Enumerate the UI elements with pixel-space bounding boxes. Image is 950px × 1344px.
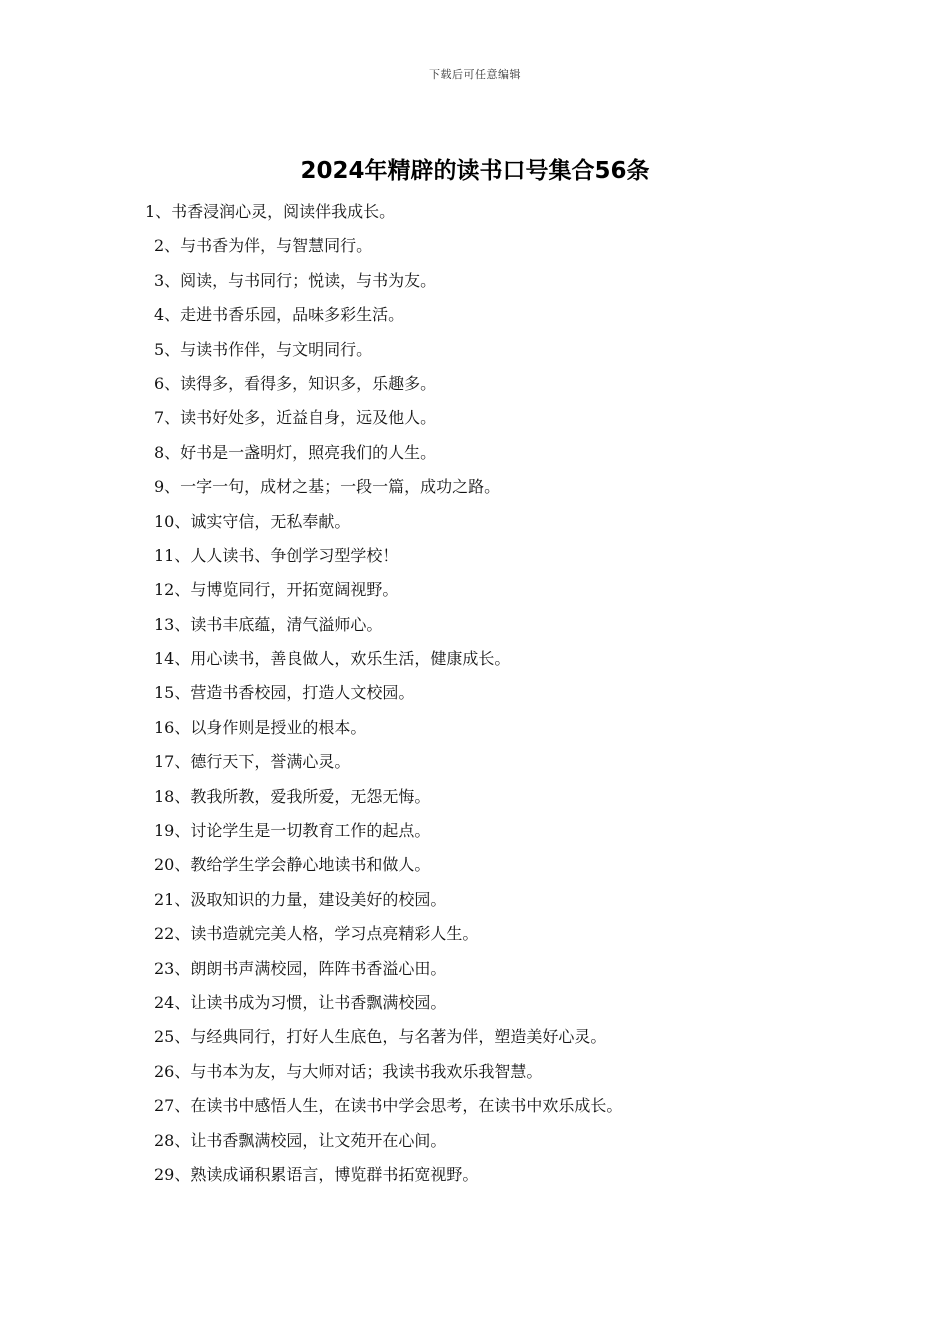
slogan-item: 24、让读书成为习惯，让书香飘满校园。 <box>154 992 447 1012</box>
slogan-item: 27、在读书中感悟人生，在读书中学会思考，在读书中欢乐成长。 <box>154 1096 623 1116</box>
slogan-item: 11、人人读书、争创学习型学校！ <box>154 545 399 565</box>
slogan-item: 13、读书丰底蕴，清气溢师心。 <box>154 614 383 634</box>
slogan-item: 10、诚实守信，无私奉献。 <box>154 511 351 531</box>
slogan-item: 9、一字一句，成材之基；一段一篇，成功之路。 <box>154 477 501 497</box>
slogan-item: 14、用心读书，善良做人，欢乐生活，健康成长。 <box>154 649 511 669</box>
slogan-item: 19、讨论学生是一切教育工作的起点。 <box>154 821 431 841</box>
slogan-item: 8、好书是一盏明灯，照亮我们的人生。 <box>154 442 437 462</box>
slogan-item: 29、熟读成诵积累语言，博览群书拓宽视野。 <box>154 1164 479 1184</box>
slogan-item: 25、与经典同行，打好人生底色，与名著为伴，塑造美好心灵。 <box>154 1027 607 1047</box>
slogan-item: 28、让书香飘满校园，让文苑开在心间。 <box>154 1130 447 1150</box>
slogan-item: 21、汲取知识的力量，建设美好的校园。 <box>154 889 447 909</box>
slogan-item: 16、以身作则是授业的根本。 <box>154 717 367 737</box>
slogan-item: 15、营造书香校园，打造人文校园。 <box>154 683 415 703</box>
slogan-item: 22、读书造就完美人格，学习点亮精彩人生。 <box>154 924 479 944</box>
slogan-item: 4、走进书香乐园，品味多彩生活。 <box>154 305 405 325</box>
header-note: 下载后可任意编辑 <box>429 68 521 81</box>
slogan-item: 2、与书香为伴，与智慧同行。 <box>154 236 373 256</box>
slogan-item: 6、读得多，看得多，知识多，乐趣多。 <box>154 373 437 393</box>
slogan-item: 3、阅读，与书同行；悦读，与书为友。 <box>154 270 437 290</box>
slogan-list <box>0 198 950 1195</box>
slogan-item: 12、与博览同行，开拓宽阔视野。 <box>154 580 399 600</box>
slogan-item: 5、与读书作伴，与文明同行。 <box>154 339 373 359</box>
slogan-item: 7、读书好处多，近益自身，远及他人。 <box>154 408 437 428</box>
slogan-item: 23、朗朗书声满校园，阵阵书香溢心田。 <box>154 958 447 978</box>
document-title: 2024年精辟的读书口号集合56条 <box>300 158 650 184</box>
slogan-item: 1、书香浸润心灵，阅读伴我成长。 <box>145 202 396 221</box>
slogan-item: 20、教给学生学会静心地读书和做人。 <box>154 855 431 875</box>
slogan-item: 17、德行天下，誉满心灵。 <box>154 752 351 772</box>
slogan-item: 26、与书本为友，与大师对话；我读书我欢乐我智慧。 <box>154 1061 543 1081</box>
slogan-item: 18、教我所教，爱我所爱，无怨无悔。 <box>154 786 431 806</box>
